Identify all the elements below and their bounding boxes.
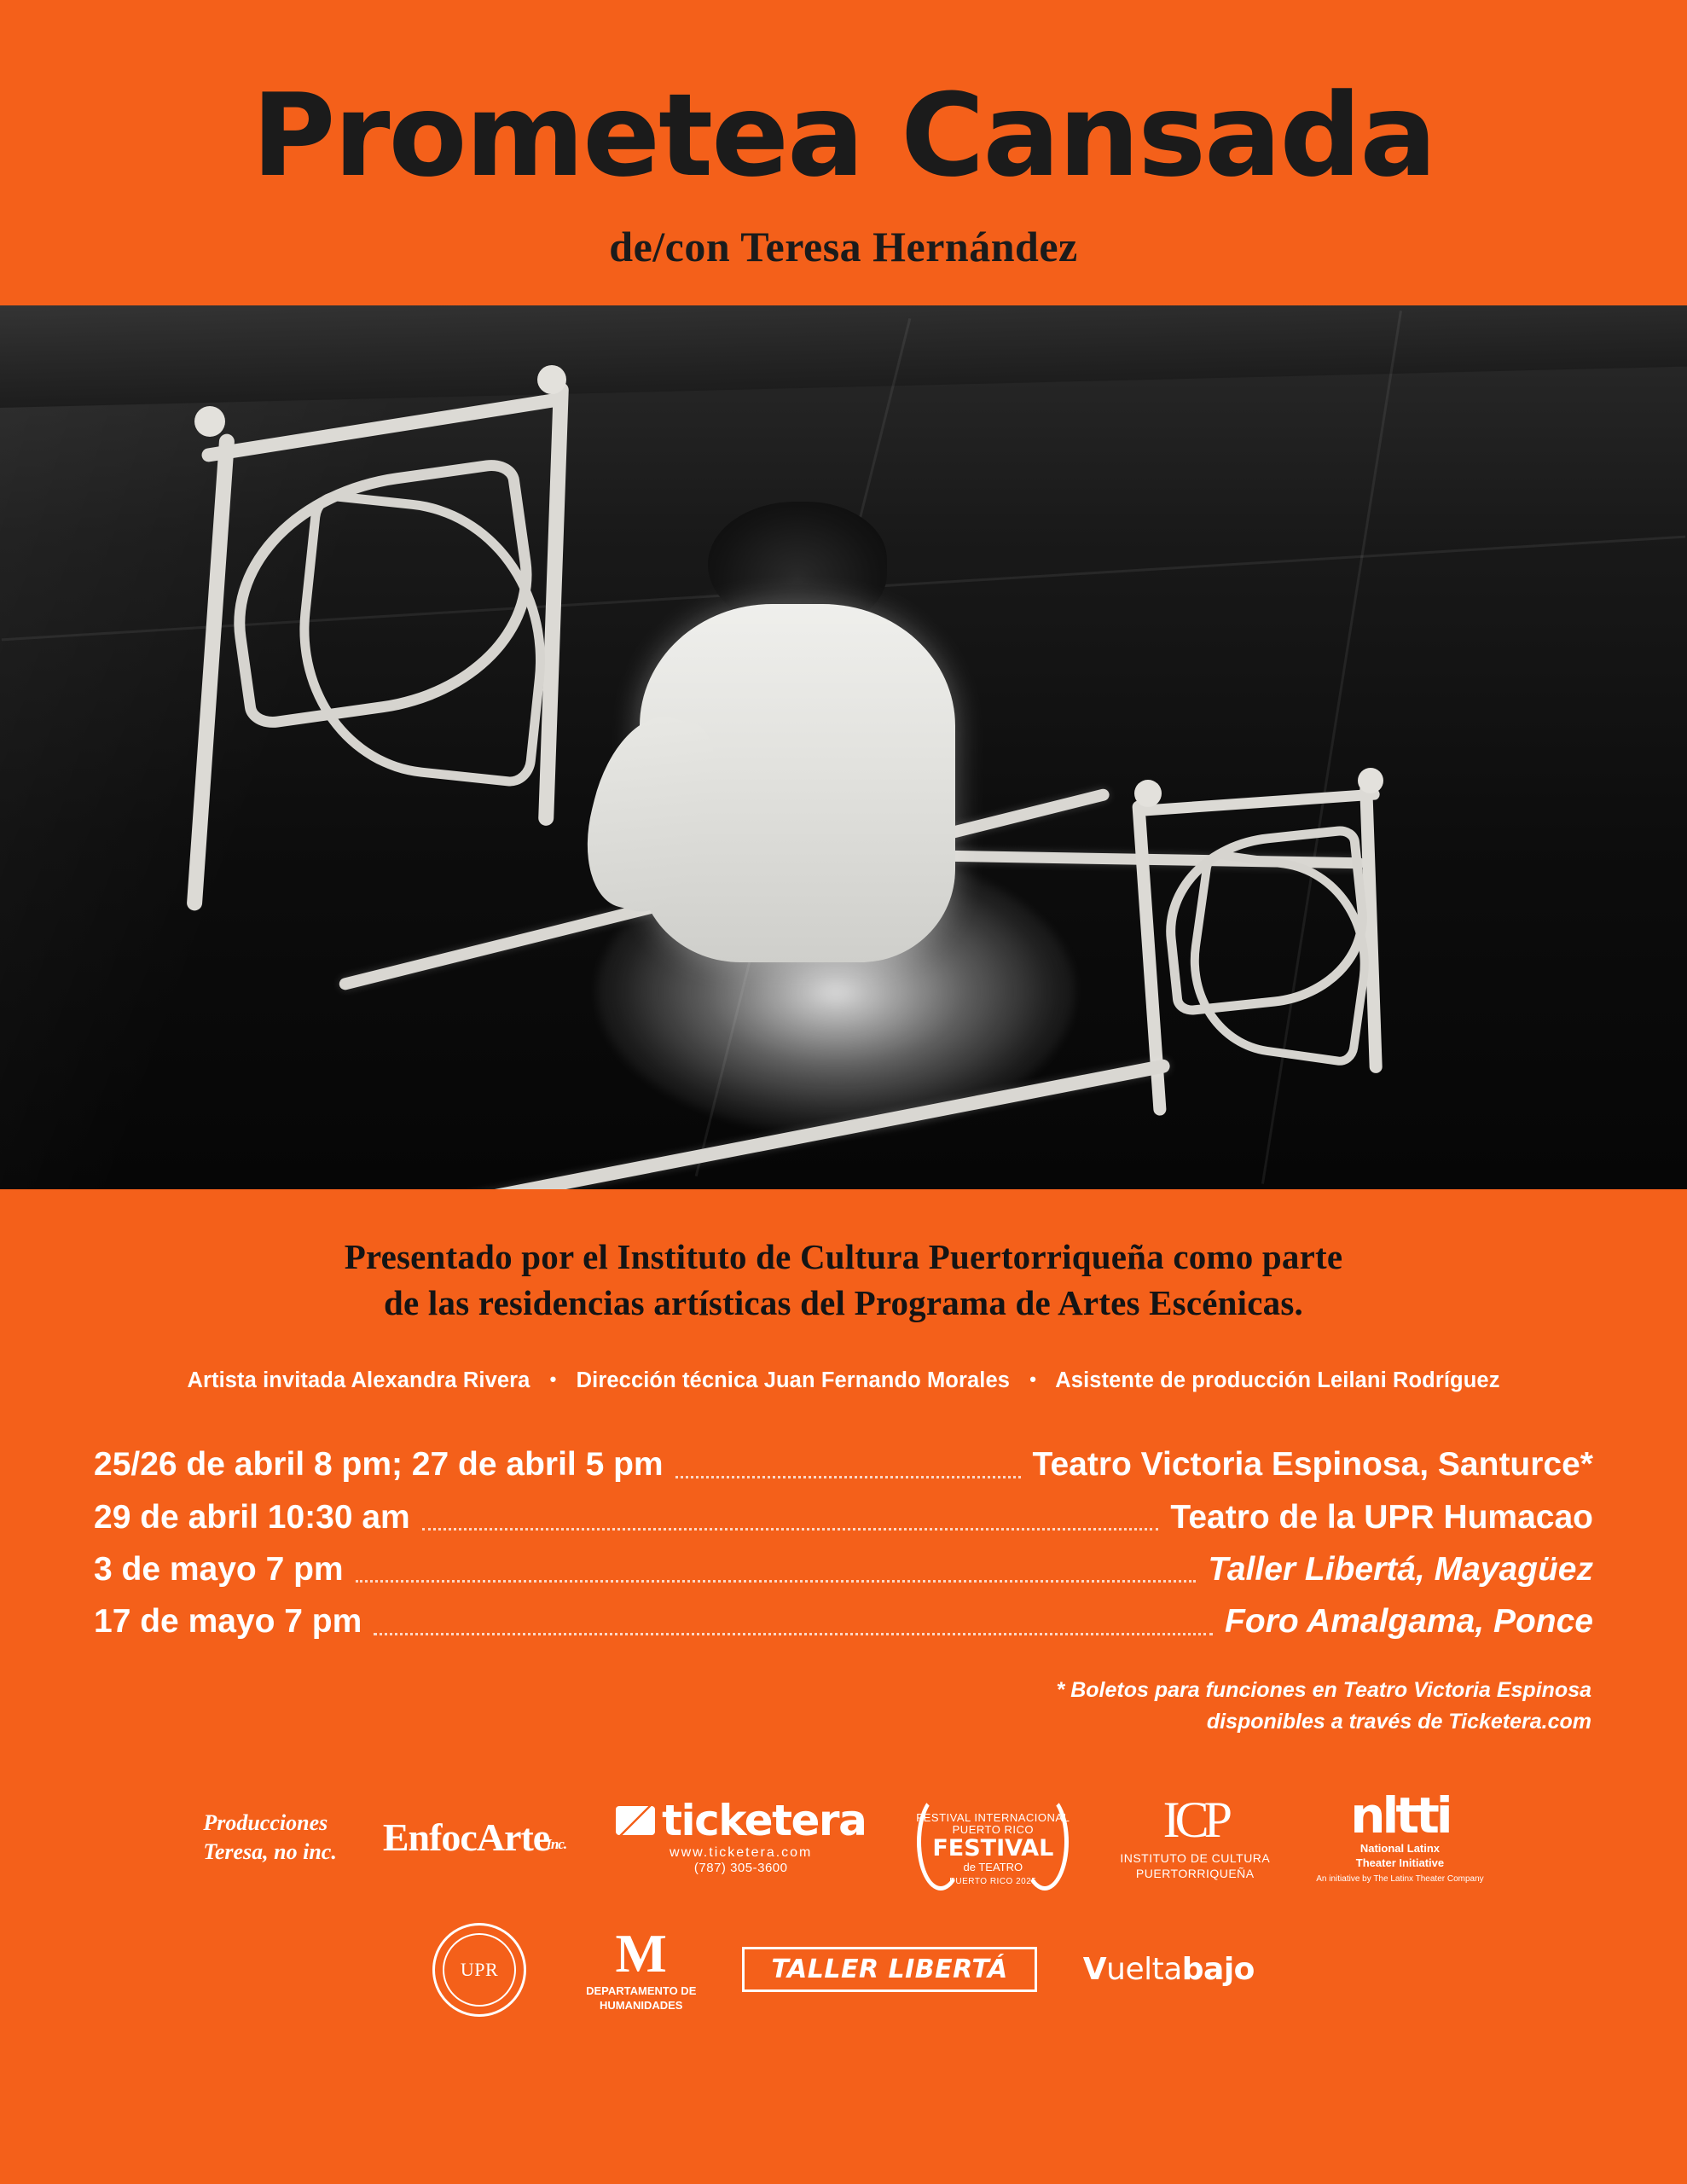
- headboard-post-right: [538, 382, 569, 826]
- logo-enfocarte: [383, 1815, 570, 1860]
- stage-photo: [0, 305, 1687, 1189]
- headboard-knob-left: [194, 406, 225, 437]
- logo-instituto-de-cultura-puertorriquena: [1120, 1791, 1271, 1881]
- logo-nltti: [1316, 1786, 1484, 1884]
- credit-separator-icon: •: [549, 1368, 557, 1391]
- upr-seal-monogram: UPR: [460, 1958, 499, 1980]
- headboard-top-rail: [200, 392, 565, 462]
- ticketera-url: www.ticketera.com: [670, 1845, 813, 1861]
- footboard-knob-right: [1358, 768, 1383, 793]
- ticket-note-line-2: disponibles a través de Ticketera.com: [1206, 1710, 1591, 1734]
- schedule-date: 29 de abril 10:30 am: [94, 1498, 410, 1536]
- presented-by-block: [51, 1234, 1636, 1326]
- schedule-date: 3 de mayo 7 pm: [94, 1550, 344, 1588]
- schedule-venue: Foro Amalgama, Ponce: [1225, 1603, 1593, 1641]
- headboard-knob-right: [537, 365, 566, 394]
- sponsor-logos-row-2: [51, 1923, 1636, 2017]
- logo-departamento-de-humanidades: [586, 1923, 697, 2013]
- logo-universidad-de-puerto-rico-humacao: [432, 1923, 526, 2017]
- logo-ticketera: [616, 1796, 867, 1876]
- schedule-venue: Teatro de la UPR Humacao: [1170, 1498, 1593, 1536]
- bed-footboard: [1134, 766, 1416, 1124]
- poster-body: [0, 1234, 1687, 2017]
- festival-line-2: FESTIVAL: [932, 1835, 1054, 1862]
- schedule-venue: Taller Libertá, Mayagüez: [1208, 1550, 1593, 1588]
- nltti-line-1: National Latinx: [1359, 1842, 1441, 1856]
- producciones-line-2: Teresa, no inc.: [203, 1838, 337, 1864]
- poster-subtitle: de/con Teresa Hernández: [609, 223, 1078, 270]
- schedule-row: [94, 1441, 1593, 1488]
- enfocarte-wordmark: EnfocArte: [382, 1815, 550, 1860]
- ticketera-phone: (787) 305-3600: [693, 1861, 788, 1876]
- credit-guest-artist: Artista invitada Alexandra Rivera: [187, 1368, 530, 1393]
- credit-technical-direction: Dirección técnica Juan Fernando Morales: [576, 1368, 1011, 1393]
- presented-by-line-2: de las residencias artísticas del Programa de Artes Escénicas.: [384, 1283, 1303, 1323]
- vueltabajo-part-2: uelta: [1106, 1952, 1182, 1988]
- schedule-leader-dots: [675, 1475, 1021, 1478]
- schedule-row: [94, 1546, 1593, 1593]
- ticketera-mark-icon: [616, 1806, 655, 1835]
- festival-line-1: FESTIVAL INTERNACIONAL PUERTO RICO: [916, 1810, 1070, 1837]
- schedule-date: 17 de mayo 7 pm: [94, 1603, 362, 1641]
- presented-by-line-1: Presentado por el Instituto de Cultura Puertorriqueña como parte: [344, 1237, 1343, 1276]
- schedule-leader-dots: [356, 1579, 1197, 1583]
- vueltabajo-part-1: V: [1082, 1952, 1107, 1988]
- nltti-line-3: An initiative by The Latinx Theater Company: [1316, 1873, 1484, 1884]
- footboard-knob-left: [1134, 780, 1162, 807]
- ticket-note: [51, 1675, 1591, 1739]
- schedule-row: [94, 1494, 1593, 1541]
- enfocarte-inc-suffix: Inc.: [546, 1836, 567, 1853]
- page-title: Prometea Cansada: [252, 69, 1435, 202]
- ticketera-wordmark: ticketera: [662, 1796, 867, 1846]
- festival-line-3: de TEATRO: [963, 1861, 1023, 1873]
- nltti-line-2: Theater Initiative: [1355, 1856, 1445, 1869]
- schedule-row: [94, 1598, 1593, 1645]
- ticket-note-line-1: * Boletos para funciones en Teatro Victoria Espinosa: [1056, 1677, 1591, 1702]
- headboard-post-left: [186, 433, 235, 911]
- producciones-line-1: Producciones: [203, 1809, 328, 1835]
- sponsor-logos-row-1: [51, 1786, 1636, 1889]
- schedule-leader-dots: [374, 1632, 1213, 1635]
- schedule-list: [94, 1441, 1593, 1646]
- humanidades-line-2: HUMANIDADES: [599, 1998, 683, 2012]
- footboard-top-rail: [1141, 788, 1380, 816]
- vueltabajo-part-3: bajo: [1181, 1952, 1255, 1988]
- schedule-date: 25/26 de abril 8 pm; 27 de abril 5 pm: [94, 1446, 664, 1484]
- humanidades-monogram-icon: M: [615, 1923, 667, 1984]
- icp-line-2: PUERTORRIQUEÑA: [1135, 1866, 1255, 1880]
- schedule-venue: Teatro Victoria Espinosa, Santurce*: [1032, 1446, 1593, 1484]
- upr-seal-icon: [432, 1923, 526, 2017]
- logo-taller-liberta: [756, 1947, 1023, 1992]
- nltti-wordmark: nltti: [1350, 1786, 1450, 1845]
- taller-liberta-wordmark: TALLER LIBERTÁ: [771, 1955, 1008, 1985]
- schedule-leader-dots: [422, 1527, 1159, 1531]
- credits-line: [51, 1368, 1636, 1393]
- icp-monogram-icon: ICP: [1162, 1791, 1227, 1848]
- credit-production-assistant: Asistente de producción Leilani Rodríguez: [1055, 1368, 1500, 1393]
- credit-separator-icon: •: [1029, 1368, 1037, 1391]
- bed-headboard: [179, 357, 657, 886]
- logo-festival-de-teatro: [912, 1786, 1074, 1889]
- logo-vueltabajo: [1083, 1952, 1255, 1987]
- poster-header: [0, 0, 1687, 271]
- festival-line-4: PUERTO RICO 2025: [949, 1877, 1037, 1887]
- icp-line-1: INSTITUTO DE CULTURA: [1120, 1850, 1271, 1865]
- humanidades-line-1: DEPARTAMENTO DE: [586, 1984, 697, 1998]
- logo-producciones-teresa-no-inc: [203, 1809, 337, 1867]
- seated-figure: [614, 502, 972, 979]
